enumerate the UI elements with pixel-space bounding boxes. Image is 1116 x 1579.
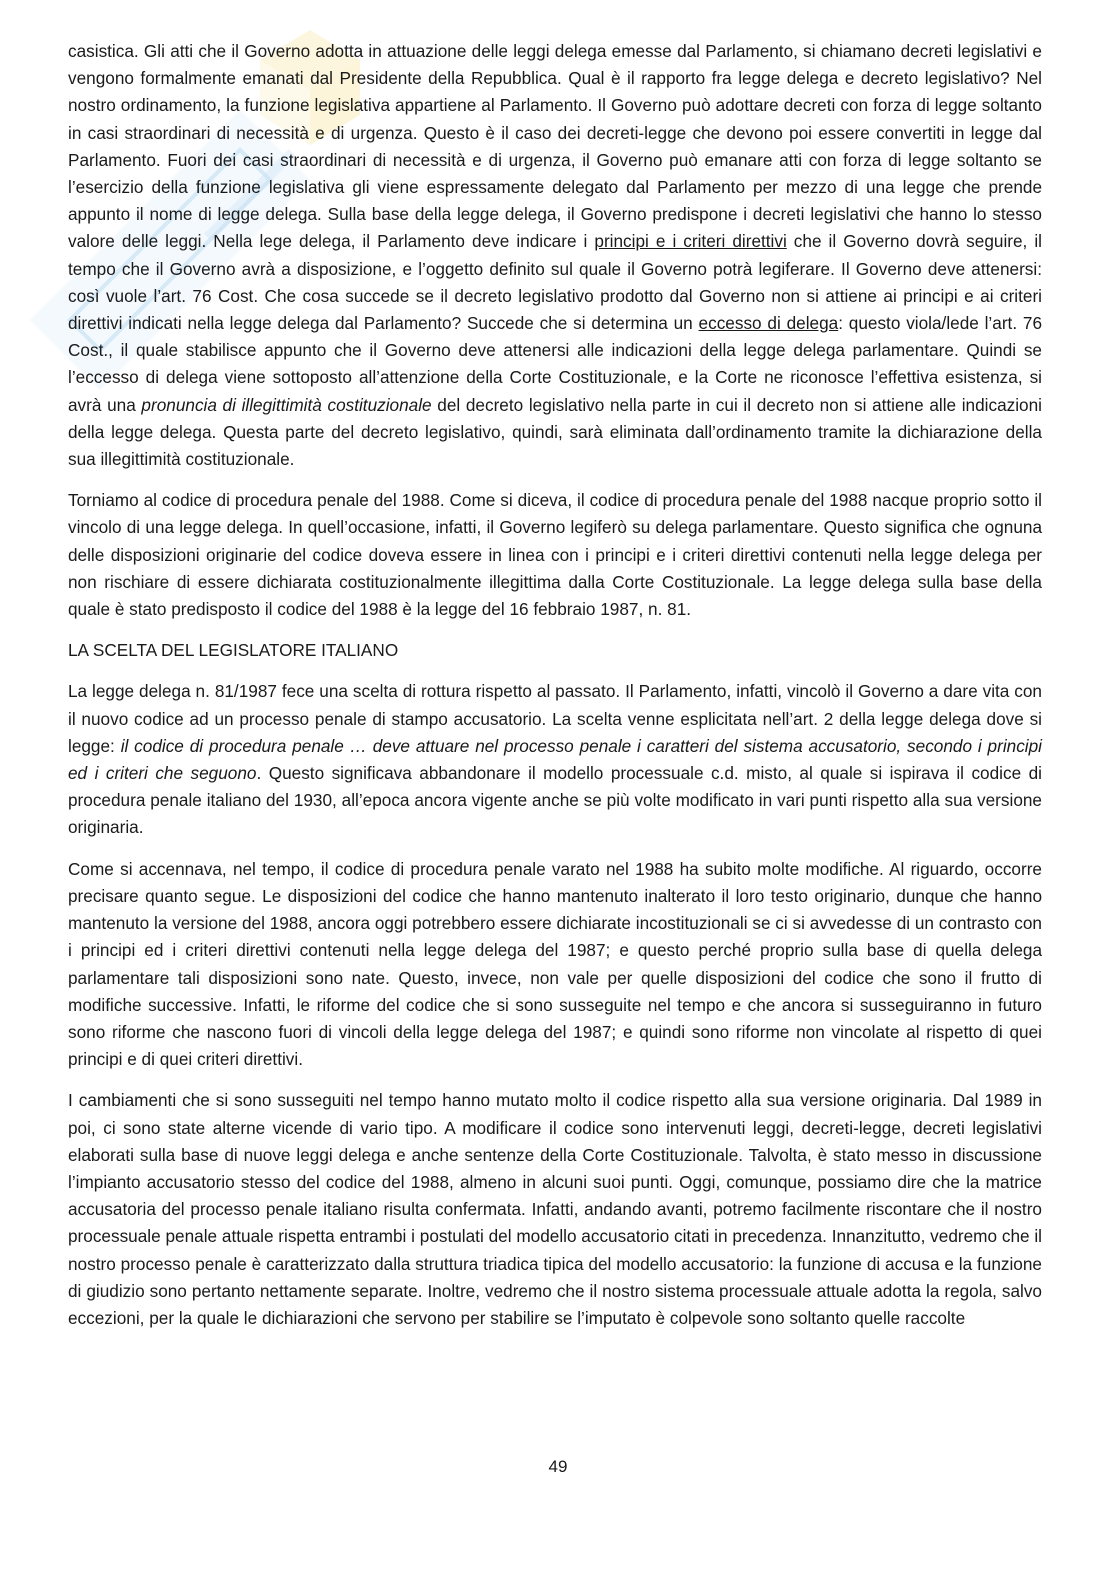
paragraph [68, 1087, 1042, 1332]
text-run: La legge delega n. 81/1987 fece una scelta di rottura rispetto al passato. Il Parlamento, infatti, vincolò il Governo a dare vita con il nuovo codice ad un processo penale di stampo accusatorio. La scelta venne esplicitata nell’art. 2 della legge delega dove si legge: [68, 681, 1042, 756]
text-run: Come si accennava, nel tempo, il codice di procedura penale varato nel 1988 ha subito molte modifiche. Al riguardo, occorre precisare quanto segue. Le disposizioni del codice che hanno mantenuto inalterato il loro testo originario, dunque che hanno mantenuto la versione del 1988, ancora oggi potrebbero essere dichiarate incostituzionali se ci si avvedesse di un contrasto con i principi ed i criteri direttivi contenuti nella legge delega del 1987; e questo perché proprio sulla base di quella delega parlamentare tali disposizioni sono nate. Questo, invece, non vale per quelle disposizioni del codice che sono il frutto di modifiche successive. Infatti, le riforme del codice che si sono susseguite nel tempo e che ancora si susseguiranno in futuro sono riforme che nascono fuori di vincoli della legge delega del 1987; e quindi sono riforme non vincolate al rispetto di quei principi e di quei criteri direttivi. [68, 858, 1042, 1070]
document-body [68, 38, 1042, 1346]
paragraph [68, 487, 1042, 623]
section-heading [68, 637, 1042, 664]
text-run: . Questo significava abbandonare il modello processuale c.d. misto, al quale si ispirava il codice di procedura penale italiano del 1930, all’epoca ancora vigente anche se più volte modificato in vari punti rispetto alla sua versione originaria. [68, 763, 1042, 838]
text-run: I cambiamenti che si sono susseguiti nel tempo hanno mutato molto il codice rispetto alla sua versione originaria. Dal 1989 in poi, ci sono state alterne vicende di vario tipo. A modificare il codice sono intervenuti leggi, decreti-legge, decreti legislativi elaborati sulla base di nuove leggi delega e anche sentenze della Corte Costituzionale. Talvolta, è stato messo in discussione l’impianto accusatorio stesso del codice del 1988, almeno in alcuni suoi punti. Oggi, comunque, possiamo dire che la matrice accusatoria del processo penale italiano risulta confermata. Infatti, andando avanti, potremo facilmente riscontare che il nostro processuale penale attuale rispetta entrambi i postulati del modello accusatorio citati in precedenza. Innanzitutto, vedremo che il nostro processo penale è caratterizzato dalla struttura triadica tipica del modello accusatorio: la funzione di accusa e la funzione di giudizio sono pertanto nettamente separate. Inoltre, vedremo che il nostro sistema processuale attuale adotta la regola, salvo eccezioni, per la quale le dichiarazioni che servono per stabilire se l’imputato è colpevole sono soltanto quelle raccolte [68, 1090, 1042, 1328]
paragraph [68, 38, 1042, 473]
text-run: Torniamo al codice di procedura penale del 1988. Come si diceva, il codice di procedura penale del 1988 nacque proprio sotto il vincolo di una legge delega. In quell’occasione, infatti, il Governo legiferò su delega parlamentare. Questo significa che ognuna delle disposizioni originarie del codice doveva essere in linea con i principi e i criteri direttivi contenuti nella legge delega per non rischiare di essere dichiarata costituzionalmente illegittima dalla Corte Costituzionale. La legge delega sulla base della quale è stato predisposto il codice del 1988 è la legge del 16 febbraio 1987, n. 81. [68, 490, 1042, 620]
text-run: del decreto legislativo nella parte in cui il decreto non si attiene alle indicazioni della legge delega. Questa parte del decreto legislativo, quindi, sarà eliminata dall’ordinamento tramite la dichiarazione della sua illegittimità costituzionale. [68, 394, 1042, 470]
italic-text: pronuncia di illegittimità costituzionale [141, 394, 432, 415]
underlined-term: principi e i criteri direttivi [594, 231, 787, 252]
text-run: LA SCELTA DEL LEGISLATORE ITALIANO [68, 640, 399, 661]
paragraph [68, 678, 1042, 841]
text-run: : questo viola/lede l’art. 76 Cost., il quale stabilisce appunto che il Governo deve attenersi alle indicazioni della legge delega parlamentare. Quindi se l’eccesso di delega viene sottoposto all’attenzione della Corte Costituzionale, e la Corte ne riconosce l’effettiva esistenza, si avrà una [68, 313, 1043, 415]
underlined-term: eccesso di delega [698, 313, 839, 334]
text-run: casistica. Gli atti che il Governo adotta in attuazione delle leggi delega emesse dal Parlamento, si chiamano decreti legislativi e vengono formalmente emanati dal Presidente della Repubblica. Qual è il rapporto fra legge delega e decreto legislativo? Nel nostro ordinamento, la funzione legislativa appartiene al Parlamento. Il Governo può adottare decreti con forza di legge soltanto in casi straordinari di necessità e di urgenza. Questo è il caso dei decreti-legge che devono poi essere convertiti in legge dal Parlamento. Fuori dei casi straordinari di necessità e di urgenza, il Governo può emanare atti con forza di legge soltanto se l’esercizio della funzione legislativa gli viene espressamente delegato dal Parlamento per mezzo di una legge che prende appunto il nome di legge delega. Sulla base della legge delega, il Governo predispone i decreti legislativi che hanno lo stesso valore delle leggi. Nella lege delega, il Parlamento deve indicare i [68, 41, 1042, 252]
text-run: che il Governo dovrà seguire, il tempo che il Governo avrà a disposizione, e l’oggetto definito sul quale il Governo potrà legiferare. Il Governo deve attenersi: così vuole l’art. 76 Cost. Che cosa succede se il decreto legislativo prodotto dal Governo non si attiene ai principi e ai criteri direttivi indicati nella legge delega dal Parlamento? Succede che si determina un [68, 231, 1042, 334]
paragraph [68, 856, 1042, 1074]
italic-text: il codice di procedura penale … deve attuare nel processo penale i caratteri del sistema accusatorio, secondo i principi ed i criteri che seguono [68, 735, 1042, 784]
page-number: 49 [548, 1457, 568, 1476]
